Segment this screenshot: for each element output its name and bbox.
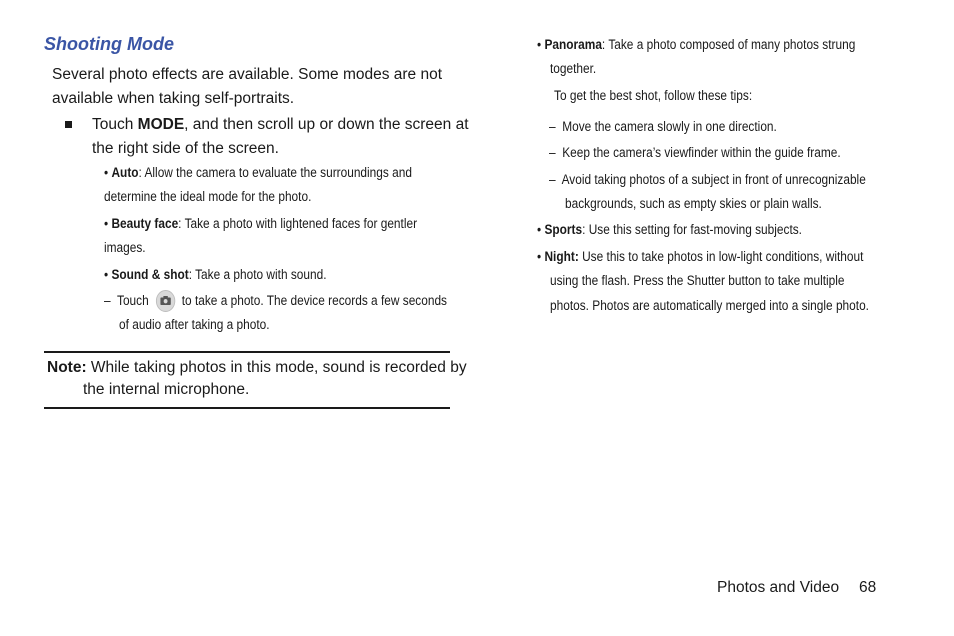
note-top-rule <box>44 351 450 353</box>
touch-mode-step: Touch MODE, and then scroll up or down the screen at the right side of the screen. <box>92 116 469 157</box>
list-item-panorama: • Panorama: Take a photo composed of many photos strung <box>537 37 856 52</box>
page-title: Shooting Mode <box>44 34 174 54</box>
list-item-auto: • Auto: Allow the camera to evaluate the surroundings and determine the ideal mode for the photo. <box>104 165 412 204</box>
intro-line-2: available when taking self-portraits. <box>52 90 295 107</box>
list-item-sound-shot: • Sound & shot: Take a photo with sound. <box>104 267 327 282</box>
intro-line-1: Several photo effects are available. Some modes are not <box>52 66 443 83</box>
mode-label: MODE <box>137 116 185 133</box>
camera-icon <box>156 290 175 312</box>
list-item-sports: • Sports: Use this setting for fast-moving subjects. <box>537 222 802 237</box>
note-box: Note: While taking photos in this mode, sound is recorded by the internal microphone. <box>47 359 467 398</box>
list-item-night: • Night: Use this to take photos in low-light conditions, without <box>537 249 864 264</box>
panorama-tip-1: – Move the camera slowly in one direction. <box>549 119 777 134</box>
square-bullet-icon <box>65 121 72 128</box>
sound-shot-sub-line-2: of audio after taking a photo. <box>119 317 270 332</box>
panorama-tip-3: – Avoid taking photos of a subject in front of unrecognizable <box>549 172 866 187</box>
footer-section-title: Photos and Video <box>717 579 840 596</box>
panorama-line-2: together. <box>550 61 597 76</box>
note-bottom-rule <box>44 407 450 409</box>
panorama-tip-2: – Keep the camera’s viewfinder within the guide frame. <box>549 145 841 160</box>
footer-page-number: 68 <box>859 579 877 596</box>
sound-shot-sub-step: – Touch to take a photo. The device records a few seconds <box>104 289 447 313</box>
night-line-2: using the flash. Press the Shutter button to take multiple <box>550 273 845 288</box>
note-label: Note: <box>47 359 87 376</box>
intro-paragraph <box>52 63 442 111</box>
night-line-3: photos. Photos are automatically merged into a single photo. <box>550 298 869 313</box>
panorama-tip-3-line-2: backgrounds, such as empty skies or plain walls. <box>565 196 822 211</box>
panorama-tips-intro: To get the best shot, follow these tips: <box>554 88 753 103</box>
list-item-beauty-face: • Beauty face: Take a photo with lightened faces for gentler images. <box>104 216 418 255</box>
